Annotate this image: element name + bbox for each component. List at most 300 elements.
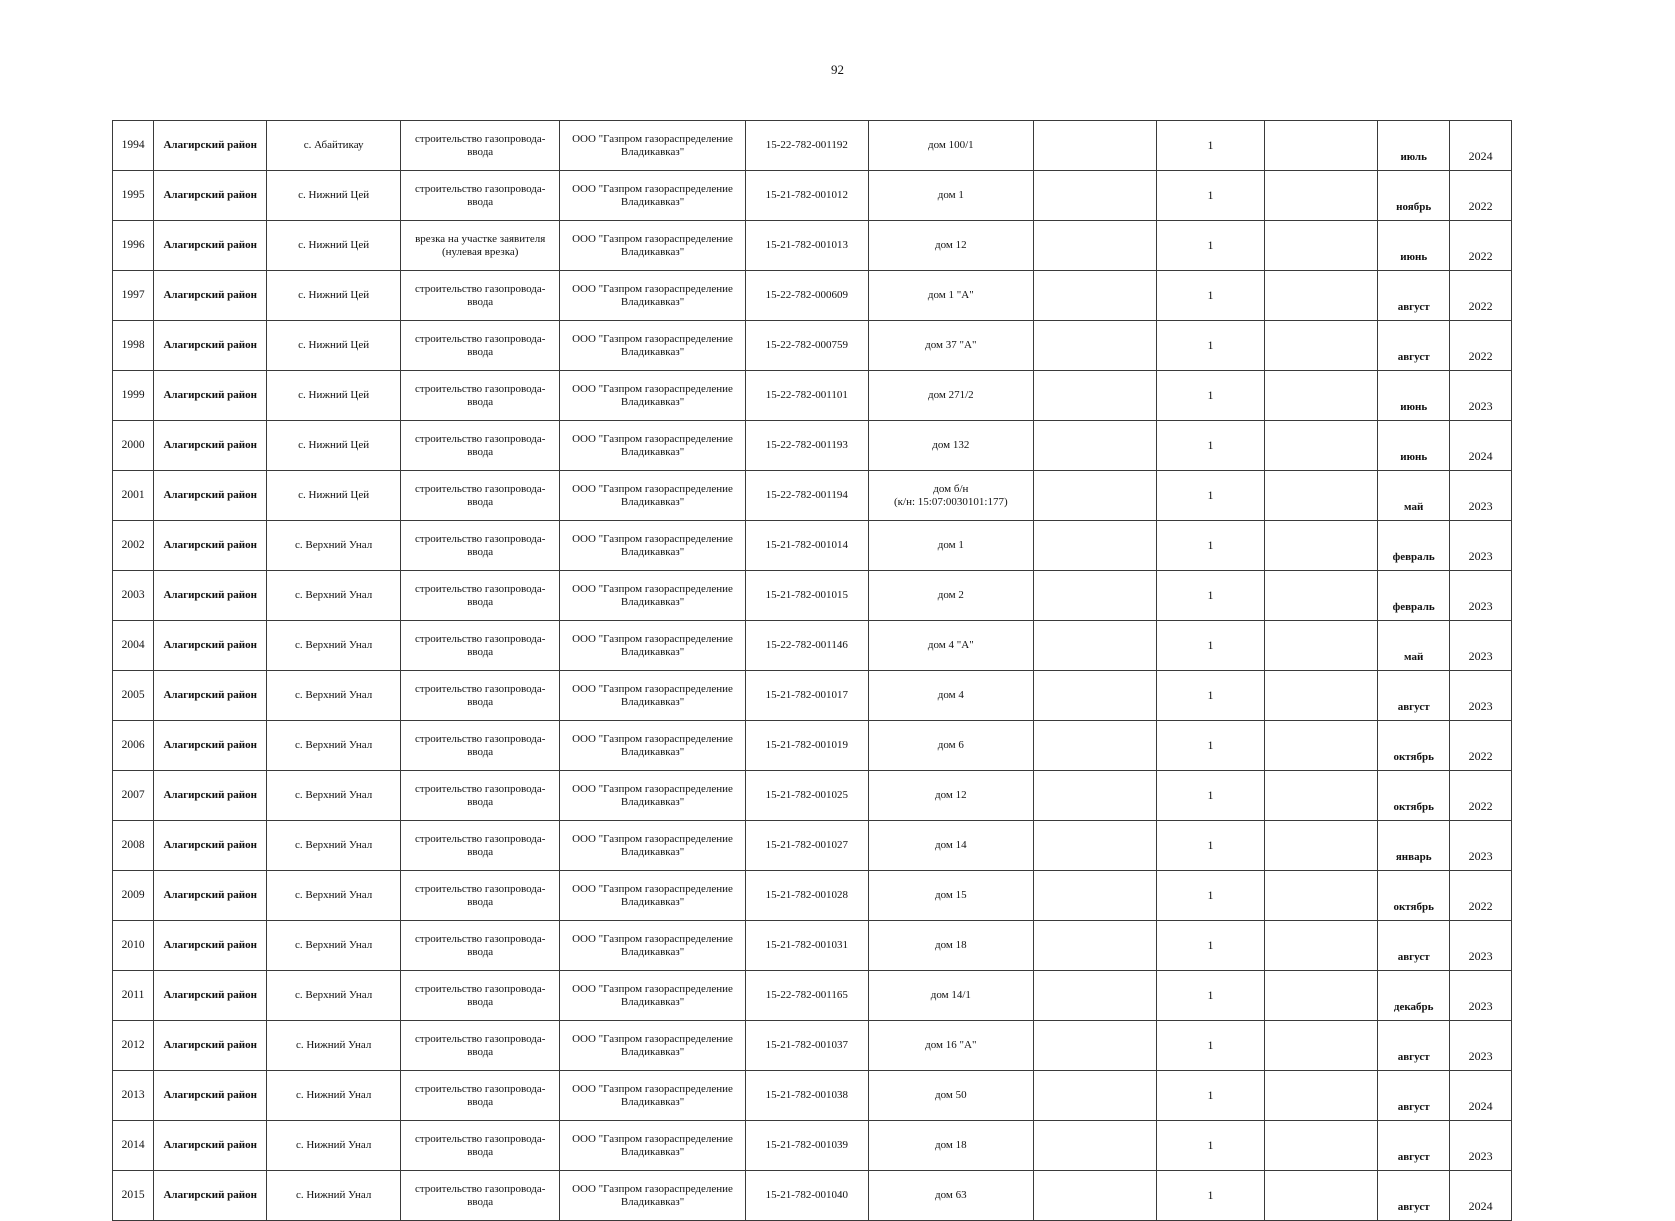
table-row bbox=[113, 271, 1512, 321]
quantity-cell: 1 bbox=[1157, 171, 1265, 221]
quantity-cell: 1 bbox=[1157, 921, 1265, 971]
year-cell: 2022 bbox=[1450, 321, 1512, 371]
table-row bbox=[113, 971, 1512, 1021]
address-line: дом 37 "А" bbox=[925, 339, 977, 352]
row-number-cell: 2011 bbox=[113, 971, 154, 1021]
address-line: дом 1 "А" bbox=[927, 289, 974, 302]
blank-cell bbox=[1265, 1021, 1378, 1071]
extra-cell bbox=[1033, 421, 1156, 471]
organization-cell: ООО "Газпром газораспределение Владикавказ" bbox=[560, 571, 745, 621]
quantity-cell: 1 bbox=[1157, 221, 1265, 271]
work-type-cell: строительство газопровода-ввода bbox=[401, 721, 560, 771]
work-type-cell: строительство газопровода-ввода bbox=[401, 871, 560, 921]
extra-cell bbox=[1033, 721, 1156, 771]
address-cell bbox=[869, 921, 1034, 971]
address-line: дом 132 bbox=[932, 439, 970, 452]
extra-cell bbox=[1033, 871, 1156, 921]
table-row bbox=[113, 1071, 1512, 1121]
address-line: дом 100/1 bbox=[927, 139, 974, 152]
row-number-cell: 2003 bbox=[113, 571, 154, 621]
organization-cell: ООО "Газпром газораспределение Владикавказ" bbox=[560, 871, 745, 921]
blank-cell bbox=[1265, 271, 1378, 321]
organization-cell: ООО "Газпром газораспределение Владикавказ" bbox=[560, 271, 745, 321]
table-row bbox=[113, 721, 1512, 771]
month-cell: август bbox=[1378, 921, 1450, 971]
address-cell bbox=[869, 221, 1034, 271]
row-number-cell: 2009 bbox=[113, 871, 154, 921]
address-line: дом 18 bbox=[935, 1139, 967, 1152]
organization-cell: ООО "Газпром газораспределение Владикавказ" bbox=[560, 721, 745, 771]
organization-cell: ООО "Газпром газораспределение Владикавказ" bbox=[560, 1121, 745, 1171]
address-cell bbox=[869, 371, 1034, 421]
organization-cell: ООО "Газпром газораспределение Владикавказ" bbox=[560, 421, 745, 471]
organization-cell: ООО "Газпром газораспределение Владикавказ" bbox=[560, 521, 745, 571]
year-cell: 2024 bbox=[1450, 421, 1512, 471]
month-cell: июнь bbox=[1378, 371, 1450, 421]
extra-cell bbox=[1033, 471, 1156, 521]
settlement-cell: с. Нижний Цей bbox=[267, 221, 401, 271]
request-code-cell: 15-22-782-000759 bbox=[745, 321, 868, 371]
month-cell: август bbox=[1378, 671, 1450, 721]
organization-cell: ООО "Газпром газораспределение Владикавказ" bbox=[560, 921, 745, 971]
table-body bbox=[113, 121, 1512, 1221]
extra-cell bbox=[1033, 971, 1156, 1021]
settlement-cell: с. Нижний Цей bbox=[267, 271, 401, 321]
extra-cell bbox=[1033, 821, 1156, 871]
address-cell bbox=[869, 1071, 1034, 1121]
month-cell: февраль bbox=[1378, 521, 1450, 571]
organization-cell: ООО "Газпром газораспределение Владикавказ" bbox=[560, 321, 745, 371]
work-type-cell: строительство газопровода-ввода bbox=[401, 371, 560, 421]
table-row bbox=[113, 471, 1512, 521]
row-number-cell: 1998 bbox=[113, 321, 154, 371]
table-row bbox=[113, 421, 1512, 471]
request-code-cell: 15-21-782-001027 bbox=[745, 821, 868, 871]
quantity-cell: 1 bbox=[1157, 621, 1265, 671]
request-code-cell: 15-21-782-001013 bbox=[745, 221, 868, 271]
address-cell bbox=[869, 271, 1034, 321]
table-row bbox=[113, 771, 1512, 821]
table-row bbox=[113, 871, 1512, 921]
work-type-cell: строительство газопровода-ввода bbox=[401, 171, 560, 221]
work-type-cell: строительство газопровода-ввода bbox=[401, 971, 560, 1021]
district-cell: Алагирский район bbox=[154, 321, 267, 371]
year-cell: 2024 bbox=[1450, 1171, 1512, 1221]
month-cell: август bbox=[1378, 1071, 1450, 1121]
request-code-cell: 15-22-782-001192 bbox=[745, 121, 868, 171]
year-cell: 2023 bbox=[1450, 921, 1512, 971]
year-cell: 2023 bbox=[1450, 371, 1512, 421]
table-row bbox=[113, 221, 1512, 271]
quantity-cell: 1 bbox=[1157, 1171, 1265, 1221]
address-line: дом 1 bbox=[937, 539, 964, 552]
address-line: дом 14/1 bbox=[930, 989, 971, 1002]
year-cell: 2022 bbox=[1450, 771, 1512, 821]
address-line: дом 4 bbox=[937, 689, 964, 702]
month-cell: ноябрь bbox=[1378, 171, 1450, 221]
blank-cell bbox=[1265, 721, 1378, 771]
district-cell: Алагирский район bbox=[154, 471, 267, 521]
request-code-cell: 15-21-782-001017 bbox=[745, 671, 868, 721]
work-type-cell: строительство газопровода-ввода bbox=[401, 771, 560, 821]
settlement-cell: с. Нижний Цей bbox=[267, 171, 401, 221]
work-type-cell: строительство газопровода-ввода bbox=[401, 821, 560, 871]
cadastral-number: (к/н: 15:07:0030101:177) bbox=[894, 495, 1008, 508]
settlement-cell: с. Верхний Унал bbox=[267, 771, 401, 821]
year-cell: 2022 bbox=[1450, 271, 1512, 321]
year-cell: 2023 bbox=[1450, 971, 1512, 1021]
row-number-cell: 2002 bbox=[113, 521, 154, 571]
settlement-cell: с. Нижний Унал bbox=[267, 1021, 401, 1071]
request-code-cell: 15-22-782-001146 bbox=[745, 621, 868, 671]
row-number-cell: 2000 bbox=[113, 421, 154, 471]
row-number-cell: 2001 bbox=[113, 471, 154, 521]
quantity-cell: 1 bbox=[1157, 1021, 1265, 1071]
row-number-cell: 2005 bbox=[113, 671, 154, 721]
district-cell: Алагирский район bbox=[154, 871, 267, 921]
district-cell: Алагирский район bbox=[154, 921, 267, 971]
work-type-cell: строительство газопровода-ввода bbox=[401, 321, 560, 371]
blank-cell bbox=[1265, 221, 1378, 271]
quantity-cell: 1 bbox=[1157, 571, 1265, 621]
month-cell: январь bbox=[1378, 821, 1450, 871]
month-cell: август bbox=[1378, 1021, 1450, 1071]
extra-cell bbox=[1033, 171, 1156, 221]
district-cell: Алагирский район bbox=[154, 421, 267, 471]
settlement-cell: с. Верхний Унал bbox=[267, 921, 401, 971]
year-cell: 2024 bbox=[1450, 1071, 1512, 1121]
address-line: дом 18 bbox=[935, 939, 967, 952]
district-cell: Алагирский район bbox=[154, 221, 267, 271]
year-cell: 2023 bbox=[1450, 471, 1512, 521]
address-cell bbox=[869, 171, 1034, 221]
district-cell: Алагирский район bbox=[154, 371, 267, 421]
settlement-cell: с. Нижний Унал bbox=[267, 1121, 401, 1171]
blank-cell bbox=[1265, 771, 1378, 821]
address-cell bbox=[869, 121, 1034, 171]
blank-cell bbox=[1265, 1171, 1378, 1221]
month-cell: май bbox=[1378, 471, 1450, 521]
row-number-cell: 1995 bbox=[113, 171, 154, 221]
address-cell bbox=[869, 1121, 1034, 1171]
quantity-cell: 1 bbox=[1157, 871, 1265, 921]
quantity-cell: 1 bbox=[1157, 721, 1265, 771]
quantity-cell: 1 bbox=[1157, 121, 1265, 171]
address-cell bbox=[869, 521, 1034, 571]
organization-cell: ООО "Газпром газораспределение Владикавказ" bbox=[560, 821, 745, 871]
organization-cell: ООО "Газпром газораспределение Владикавказ" bbox=[560, 121, 745, 171]
settlement-cell: с. Верхний Унал bbox=[267, 821, 401, 871]
request-code-cell: 15-21-782-001025 bbox=[745, 771, 868, 821]
address-cell bbox=[869, 321, 1034, 371]
organization-cell: ООО "Газпром газораспределение Владикавказ" bbox=[560, 1071, 745, 1121]
extra-cell bbox=[1033, 1021, 1156, 1071]
blank-cell bbox=[1265, 321, 1378, 371]
blank-cell bbox=[1265, 621, 1378, 671]
month-cell: октябрь bbox=[1378, 771, 1450, 821]
extra-cell bbox=[1033, 321, 1156, 371]
blank-cell bbox=[1265, 971, 1378, 1021]
row-number-cell: 2014 bbox=[113, 1121, 154, 1171]
address-cell bbox=[869, 621, 1034, 671]
organization-cell: ООО "Газпром газораспределение Владикавказ" bbox=[560, 1171, 745, 1221]
row-number-cell: 1996 bbox=[113, 221, 154, 271]
address-line: дом 2 bbox=[937, 589, 964, 602]
row-number-cell: 2004 bbox=[113, 621, 154, 671]
work-type-cell: строительство газопровода-ввода bbox=[401, 621, 560, 671]
request-code-cell: 15-22-782-001194 bbox=[745, 471, 868, 521]
address-cell bbox=[869, 821, 1034, 871]
settlement-cell: с. Нижний Цей bbox=[267, 471, 401, 521]
year-cell: 2022 bbox=[1450, 871, 1512, 921]
table-row bbox=[113, 1021, 1512, 1071]
year-cell: 2024 bbox=[1450, 121, 1512, 171]
month-cell: август bbox=[1378, 1171, 1450, 1221]
blank-cell bbox=[1265, 1121, 1378, 1171]
year-cell: 2023 bbox=[1450, 621, 1512, 671]
table-row bbox=[113, 1171, 1512, 1221]
quantity-cell: 1 bbox=[1157, 371, 1265, 421]
settlement-cell: с. Верхний Унал bbox=[267, 721, 401, 771]
district-cell: Алагирский район bbox=[154, 271, 267, 321]
work-type-cell: строительство газопровода-ввода bbox=[401, 1021, 560, 1071]
year-cell: 2023 bbox=[1450, 571, 1512, 621]
extra-cell bbox=[1033, 621, 1156, 671]
request-code-cell: 15-21-782-001037 bbox=[745, 1021, 868, 1071]
table-row bbox=[113, 121, 1512, 171]
quantity-cell: 1 bbox=[1157, 1121, 1265, 1171]
month-cell: июнь bbox=[1378, 221, 1450, 271]
organization-cell: ООО "Газпром газораспределение Владикавказ" bbox=[560, 171, 745, 221]
year-cell: 2023 bbox=[1450, 521, 1512, 571]
settlement-cell: с. Нижний Унал bbox=[267, 1071, 401, 1121]
blank-cell bbox=[1265, 371, 1378, 421]
extra-cell bbox=[1033, 221, 1156, 271]
address-line: дом 16 "А" bbox=[925, 1039, 977, 1052]
address-line: дом 271/2 bbox=[927, 389, 974, 402]
table-row bbox=[113, 821, 1512, 871]
address-line: дом 15 bbox=[935, 889, 967, 902]
address-cell bbox=[869, 571, 1034, 621]
district-cell: Алагирский район bbox=[154, 121, 267, 171]
blank-cell bbox=[1265, 671, 1378, 721]
work-type-cell: строительство газопровода-ввода bbox=[401, 671, 560, 721]
blank-cell bbox=[1265, 871, 1378, 921]
blank-cell bbox=[1265, 171, 1378, 221]
work-type-cell: врезка на участке заявителя (нулевая врезка) bbox=[401, 221, 560, 271]
year-cell: 2023 bbox=[1450, 1021, 1512, 1071]
month-cell: август bbox=[1378, 321, 1450, 371]
settlement-cell: с. Нижний Цей bbox=[267, 321, 401, 371]
address-cell bbox=[869, 421, 1034, 471]
quantity-cell: 1 bbox=[1157, 271, 1265, 321]
district-cell: Алагирский район bbox=[154, 571, 267, 621]
request-code-cell: 15-21-782-001015 bbox=[745, 571, 868, 621]
blank-cell bbox=[1265, 471, 1378, 521]
address-line: дом б/н bbox=[933, 482, 969, 495]
month-cell: декабрь bbox=[1378, 971, 1450, 1021]
year-cell: 2023 bbox=[1450, 671, 1512, 721]
year-cell: 2023 bbox=[1450, 1121, 1512, 1171]
address-line: дом 12 bbox=[935, 239, 967, 252]
request-code-cell: 15-21-782-001014 bbox=[745, 521, 868, 571]
settlement-cell: с. Верхний Унал bbox=[267, 971, 401, 1021]
row-number-cell: 2013 bbox=[113, 1071, 154, 1121]
table-row bbox=[113, 671, 1512, 721]
work-type-cell: строительство газопровода-ввода bbox=[401, 1121, 560, 1171]
quantity-cell: 1 bbox=[1157, 471, 1265, 521]
organization-cell: ООО "Газпром газораспределение Владикавказ" bbox=[560, 971, 745, 1021]
organization-cell: ООО "Газпром газораспределение Владикавказ" bbox=[560, 1021, 745, 1071]
table-row bbox=[113, 521, 1512, 571]
blank-cell bbox=[1265, 521, 1378, 571]
work-type-cell: строительство газопровода-ввода bbox=[401, 1171, 560, 1221]
extra-cell bbox=[1033, 771, 1156, 821]
extra-cell bbox=[1033, 121, 1156, 171]
address-cell bbox=[869, 471, 1034, 521]
address-cell bbox=[869, 721, 1034, 771]
settlement-cell: с. Нижний Цей bbox=[267, 421, 401, 471]
request-code-cell: 15-21-782-001028 bbox=[745, 871, 868, 921]
organization-cell: ООО "Газпром газораспределение Владикавказ" bbox=[560, 671, 745, 721]
district-cell: Алагирский район bbox=[154, 1121, 267, 1171]
settlement-cell: с. Верхний Унал bbox=[267, 871, 401, 921]
request-code-cell: 15-21-782-001040 bbox=[745, 1171, 868, 1221]
row-number-cell: 2006 bbox=[113, 721, 154, 771]
work-type-cell: строительство газопровода-ввода bbox=[401, 421, 560, 471]
address-line: дом 12 bbox=[935, 789, 967, 802]
district-cell: Алагирский район bbox=[154, 821, 267, 871]
year-cell: 2023 bbox=[1450, 821, 1512, 871]
settlement-cell: с. Верхний Унал bbox=[267, 621, 401, 671]
extra-cell bbox=[1033, 1071, 1156, 1121]
request-code-cell: 15-22-782-001193 bbox=[745, 421, 868, 471]
work-type-cell: строительство газопровода-ввода bbox=[401, 571, 560, 621]
month-cell: февраль bbox=[1378, 571, 1450, 621]
row-number-cell: 2012 bbox=[113, 1021, 154, 1071]
address-cell bbox=[869, 1021, 1034, 1071]
extra-cell bbox=[1033, 1121, 1156, 1171]
district-cell: Алагирский район bbox=[154, 671, 267, 721]
request-code-cell: 15-21-782-001012 bbox=[745, 171, 868, 221]
year-cell: 2022 bbox=[1450, 171, 1512, 221]
settlement-cell: с. Верхний Унал bbox=[267, 521, 401, 571]
settlement-cell: с. Верхний Унал bbox=[267, 671, 401, 721]
extra-cell bbox=[1033, 571, 1156, 621]
address-line: дом 63 bbox=[935, 1189, 967, 1202]
work-type-cell: строительство газопровода-ввода bbox=[401, 121, 560, 171]
address-line: дом 1 bbox=[937, 189, 964, 202]
settlement-cell: с. Нижний Цей bbox=[267, 371, 401, 421]
request-code-cell: 15-22-782-001101 bbox=[745, 371, 868, 421]
row-number-cell: 1999 bbox=[113, 371, 154, 421]
organization-cell: ООО "Газпром газораспределение Владикавказ" bbox=[560, 371, 745, 421]
organization-cell: ООО "Газпром газораспределение Владикавказ" bbox=[560, 771, 745, 821]
request-code-cell: 15-21-782-001038 bbox=[745, 1071, 868, 1121]
district-cell: Алагирский район bbox=[154, 1021, 267, 1071]
address-line: дом 14 bbox=[935, 839, 967, 852]
table-row bbox=[113, 621, 1512, 671]
organization-cell: ООО "Газпром газораспределение Владикавказ" bbox=[560, 471, 745, 521]
district-cell: Алагирский район bbox=[154, 521, 267, 571]
table-row bbox=[113, 1121, 1512, 1171]
blank-cell bbox=[1265, 421, 1378, 471]
month-cell: август bbox=[1378, 1121, 1450, 1171]
extra-cell bbox=[1033, 371, 1156, 421]
blank-cell bbox=[1265, 571, 1378, 621]
address-cell bbox=[869, 1171, 1034, 1221]
extra-cell bbox=[1033, 521, 1156, 571]
district-cell: Алагирский район bbox=[154, 771, 267, 821]
quantity-cell: 1 bbox=[1157, 1071, 1265, 1121]
district-cell: Алагирский район bbox=[154, 621, 267, 671]
quantity-cell: 1 bbox=[1157, 421, 1265, 471]
quantity-cell: 1 bbox=[1157, 671, 1265, 721]
address-cell bbox=[869, 871, 1034, 921]
extra-cell bbox=[1033, 921, 1156, 971]
quantity-cell: 1 bbox=[1157, 771, 1265, 821]
request-code-cell: 15-21-782-001031 bbox=[745, 921, 868, 971]
extra-cell bbox=[1033, 271, 1156, 321]
extra-cell bbox=[1033, 671, 1156, 721]
row-number-cell: 2008 bbox=[113, 821, 154, 871]
year-cell: 2022 bbox=[1450, 221, 1512, 271]
work-type-cell: строительство газопровода-ввода bbox=[401, 471, 560, 521]
quantity-cell: 1 bbox=[1157, 321, 1265, 371]
table-row bbox=[113, 571, 1512, 621]
settlement-cell: с. Абайтикау bbox=[267, 121, 401, 171]
month-cell: май bbox=[1378, 621, 1450, 671]
district-cell: Алагирский район bbox=[154, 1071, 267, 1121]
request-code-cell: 15-22-782-000609 bbox=[745, 271, 868, 321]
table-row bbox=[113, 921, 1512, 971]
district-cell: Алагирский район bbox=[154, 171, 267, 221]
settlement-cell: с. Нижний Унал bbox=[267, 1171, 401, 1221]
row-number-cell: 1994 bbox=[113, 121, 154, 171]
address-line: дом 50 bbox=[935, 1089, 967, 1102]
year-cell: 2022 bbox=[1450, 721, 1512, 771]
work-type-cell: строительство газопровода-ввода bbox=[401, 1071, 560, 1121]
row-number-cell: 2015 bbox=[113, 1171, 154, 1221]
request-code-cell: 15-22-782-001165 bbox=[745, 971, 868, 1021]
quantity-cell: 1 bbox=[1157, 971, 1265, 1021]
blank-cell bbox=[1265, 1071, 1378, 1121]
extra-cell bbox=[1033, 1171, 1156, 1221]
quantity-cell: 1 bbox=[1157, 521, 1265, 571]
organization-cell: ООО "Газпром газораспределение Владикавказ" bbox=[560, 221, 745, 271]
request-code-cell: 15-21-782-001039 bbox=[745, 1121, 868, 1171]
work-type-cell: строительство газопровода-ввода bbox=[401, 921, 560, 971]
settlement-cell: с. Верхний Унал bbox=[267, 571, 401, 621]
work-type-cell: строительство газопровода-ввода bbox=[401, 271, 560, 321]
blank-cell bbox=[1265, 121, 1378, 171]
month-cell: октябрь bbox=[1378, 871, 1450, 921]
address-line: дом 4 "А" bbox=[927, 639, 974, 652]
table-row bbox=[113, 371, 1512, 421]
address-cell bbox=[869, 671, 1034, 721]
address-cell bbox=[869, 971, 1034, 1021]
row-number-cell: 2010 bbox=[113, 921, 154, 971]
address-line: дом 6 bbox=[937, 739, 964, 752]
month-cell: октябрь bbox=[1378, 721, 1450, 771]
request-code-cell: 15-21-782-001019 bbox=[745, 721, 868, 771]
work-type-cell: строительство газопровода-ввода bbox=[401, 521, 560, 571]
row-number-cell: 1997 bbox=[113, 271, 154, 321]
month-cell: июль bbox=[1378, 121, 1450, 171]
quantity-cell: 1 bbox=[1157, 821, 1265, 871]
registry-table bbox=[112, 120, 1512, 1221]
month-cell: август bbox=[1378, 271, 1450, 321]
